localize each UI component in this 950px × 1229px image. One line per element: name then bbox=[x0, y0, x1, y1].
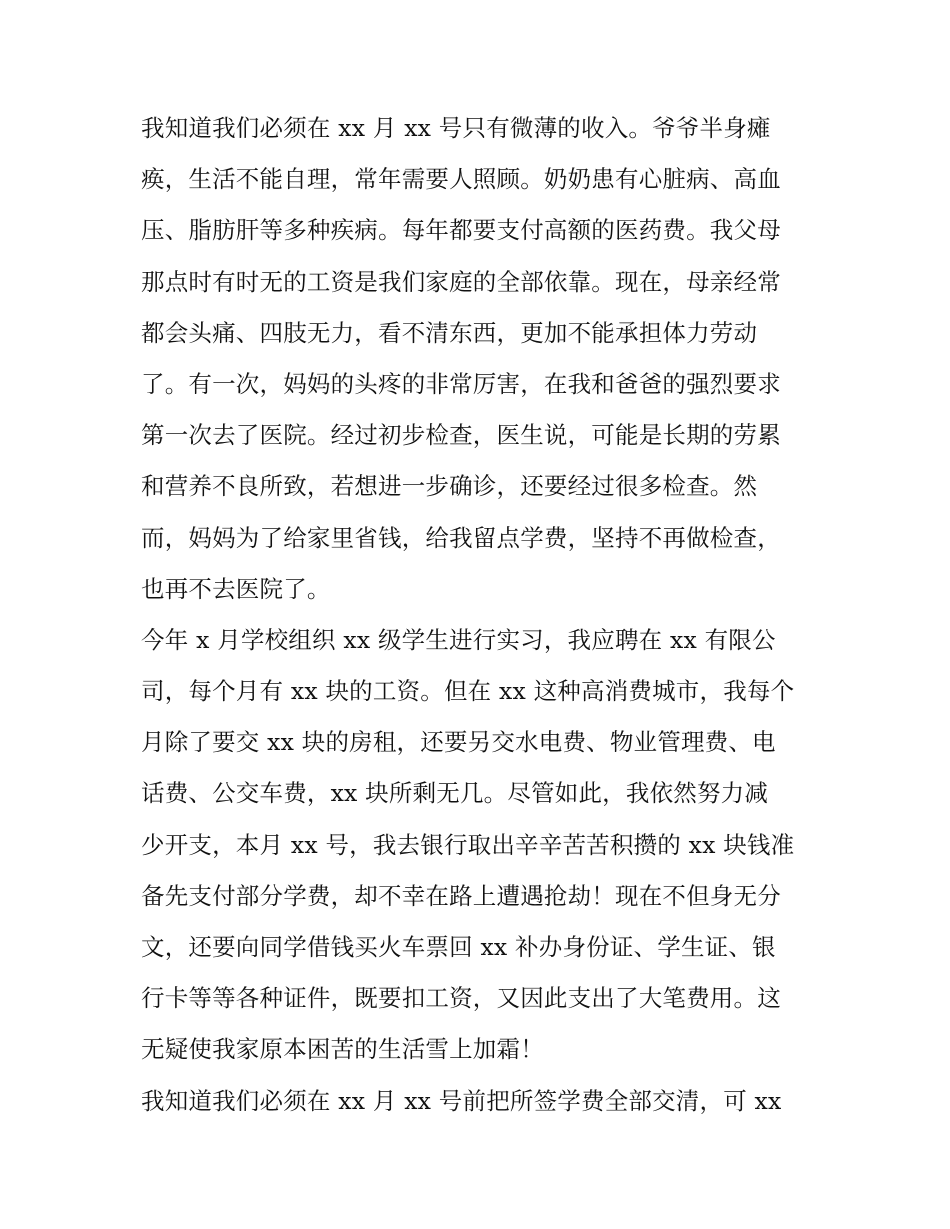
text-line-17: 文，还要向同学借钱买火车票回 xx 补办身份证、学生证、银 bbox=[141, 933, 776, 961]
text-line-12: 司，每个月有 xx 块的工资。但在 xx 这种高消费城市，我每个 bbox=[141, 677, 795, 706]
text-line-11: 今年 x 月学校组织 xx 级学生进行实习，我应聘在 xx 有限公 bbox=[141, 625, 776, 654]
text-line-14: 话费、公交车费，xx 块所剩无几。尽管如此，我依然努力减 bbox=[141, 779, 769, 808]
text-line-15: 少开支，本月 xx 号，我去银行取出辛辛苦苦积攒的 xx 块钱准 bbox=[141, 830, 795, 859]
text-line-1: 我知道我们必须在 xx 月 xx 号只有微薄的收入。爷爷半身瘫 bbox=[141, 114, 771, 142]
text-line-5: 都会头痛、四肢无力，看不清东西，更加不能承担体力劳动 bbox=[141, 318, 758, 347]
text-line-16: 备先支付部分学费，却不幸在路上遭遇抢劫！现在不但身无分 bbox=[141, 881, 781, 910]
text-line-19: 无疑使我家原本困苦的生活雪上加霜！ bbox=[141, 1035, 544, 1064]
text-line-13: 月除了要交 xx 块的房租，还要另交水电费、物业管理费、电 bbox=[141, 728, 776, 757]
text-line-6: 了。有一次，妈妈的头疼的非常厉害，在我和爸爸的强烈要求 bbox=[141, 369, 781, 398]
text-line-9: 而，妈妈为了给家里省钱，给我留点学费，坚持不再做检查， bbox=[141, 523, 781, 552]
text-line-4: 那点时有时无的工资是我们家庭的全部依靠。现在，母亲经常 bbox=[141, 267, 781, 296]
document-body bbox=[141, 103, 821, 1127]
text-line-7: 第一次去了医院。经过初步检查，医生说，可能是长期的劳累 bbox=[141, 421, 781, 450]
text-line-18: 行卡等等各种证件，既要扣工资，又因此支出了大笔费用。这 bbox=[141, 984, 781, 1013]
text-line-8: 和营养不良所致，若想进一步确诊，还要经过很多检查。然 bbox=[141, 472, 758, 501]
text-line-3: 压、脂肪肝等多种疾病。每年都要支付高额的医药费。我父母 bbox=[141, 216, 781, 245]
text-line-10: 也再不去医院了。 bbox=[141, 574, 331, 603]
text-line-2: 痪，生活不能自理，常年需要人照顾。奶奶患有心脏病、高血 bbox=[141, 165, 781, 194]
text-line-20: 我知道我们必须在 xx 月 xx 号前把所签学费全部交清，可 xx bbox=[141, 1086, 782, 1115]
